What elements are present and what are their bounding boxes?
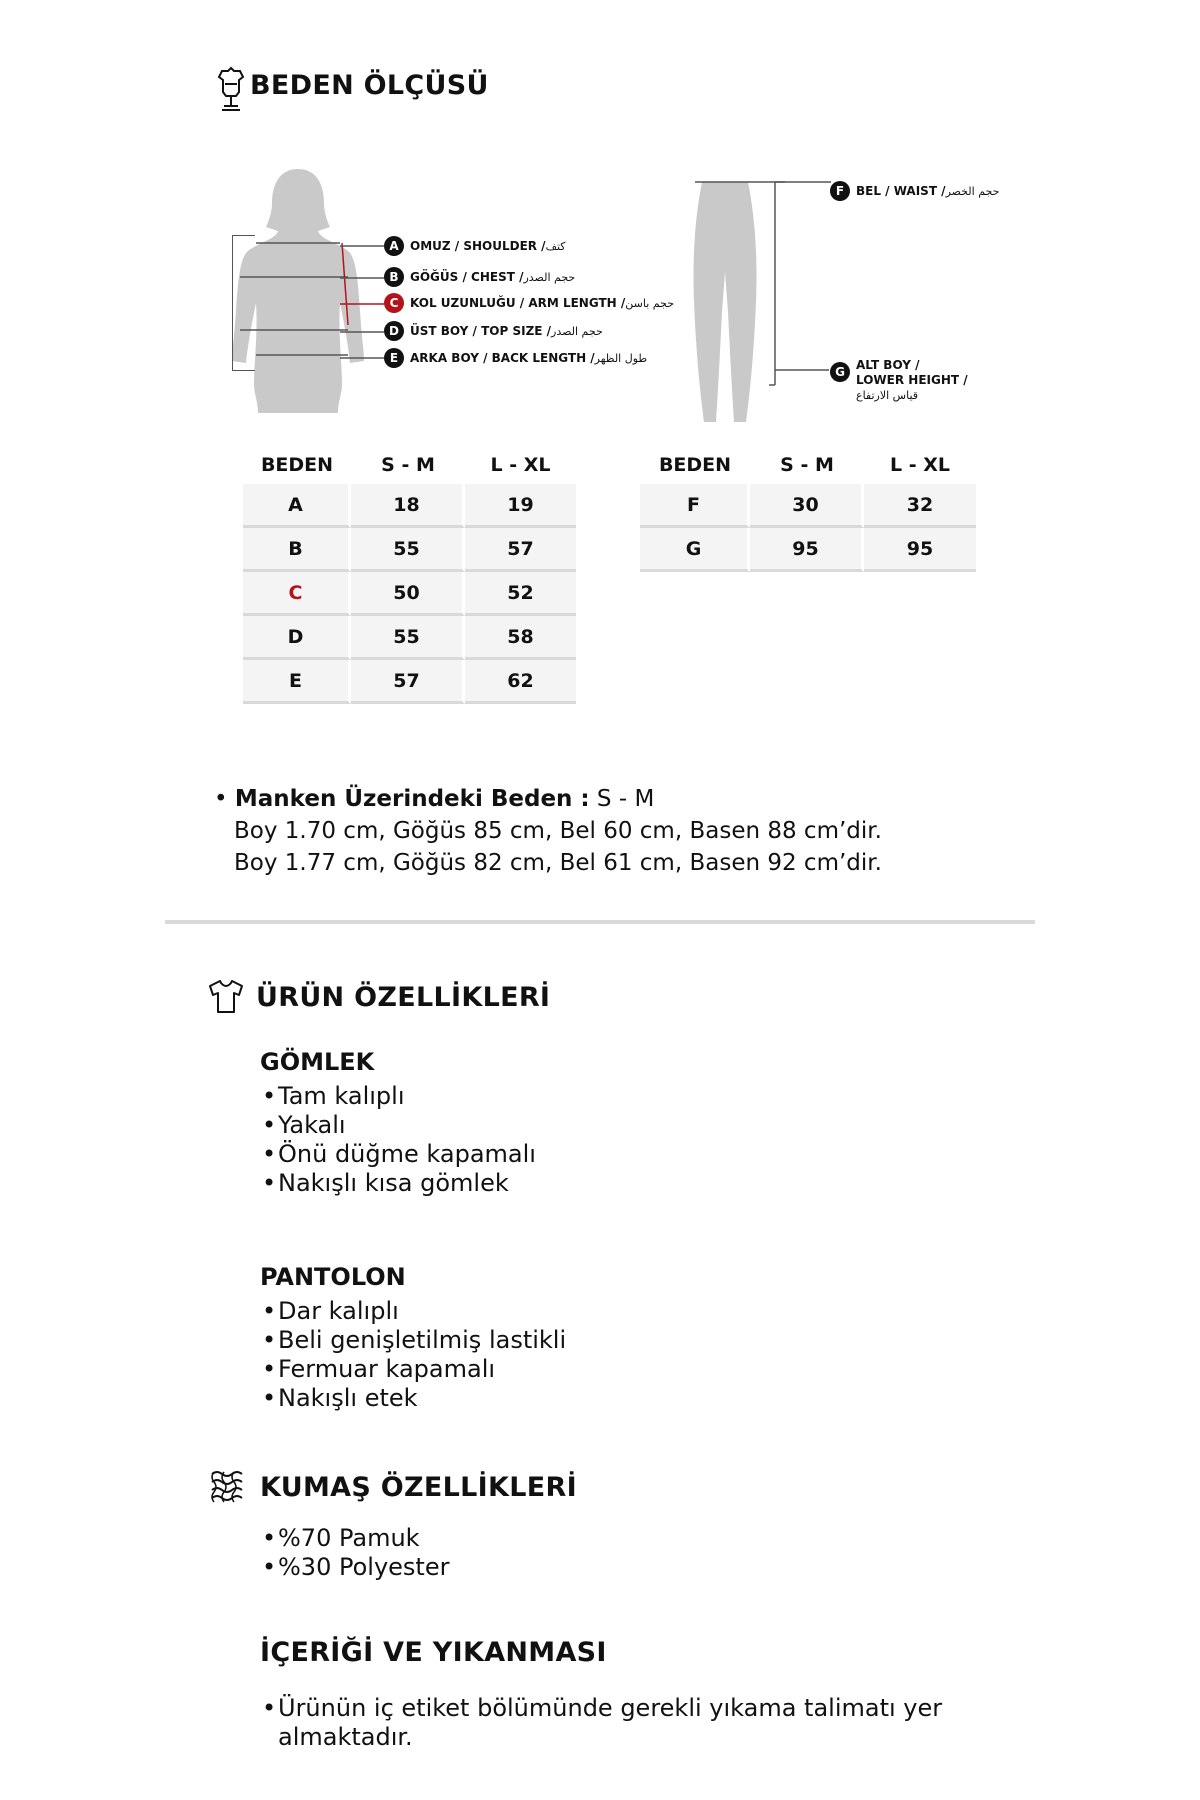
- pants-features: [262, 1297, 566, 1413]
- table-row: [243, 528, 576, 572]
- list-item-continued: almaktadır.: [278, 1723, 413, 1751]
- legend-text: ARKA BOY / BACK LENGTH /: [410, 351, 595, 365]
- table-header-row: [640, 446, 976, 484]
- table-cell: 50: [351, 572, 465, 616]
- legend-f: [830, 181, 999, 201]
- shirt-title: GÖMLEK: [260, 1048, 375, 1076]
- list-item: • Yakalı: [262, 1111, 536, 1140]
- top-bracket: [232, 235, 255, 371]
- model-size: S - M: [589, 786, 655, 812]
- table-header: BEDEN: [260, 454, 334, 476]
- legend-arabic: حجم الخصر: [945, 184, 1000, 198]
- list-item: • Önü düğme kapamalı: [262, 1140, 536, 1169]
- model-label: Manken Üzerindeki Beden :: [234, 786, 590, 812]
- legend-arabic: حجم باسن: [625, 296, 675, 310]
- table-cell: A: [243, 484, 351, 528]
- list-item: • Tam kalıplı: [262, 1082, 536, 1111]
- table-cell: F: [640, 484, 750, 528]
- size-section-title: BEDEN ÖLÇÜSÜ: [250, 70, 489, 101]
- table-header: BEDEN: [658, 454, 732, 476]
- tshirt-icon: [208, 978, 244, 1014]
- model-info-heading: [214, 786, 654, 812]
- legend-text: ÜST BOY / TOP SIZE /: [410, 324, 552, 338]
- table-cell: G: [640, 528, 750, 572]
- legend-arabic: حجم الصدر: [523, 270, 576, 284]
- section-divider: [165, 920, 1035, 924]
- legend-letter: C: [384, 293, 404, 313]
- legend-e: [384, 348, 647, 368]
- top-size-table: [243, 446, 576, 704]
- legend-arabic: كتف: [545, 239, 566, 253]
- legend-text: ALT BOY /: [856, 358, 920, 372]
- table-header-row: [243, 446, 576, 484]
- legend-text: BEL / WAIST /: [856, 184, 946, 198]
- list-item: • Fermuar kapamalı: [262, 1355, 566, 1384]
- care-section-title: İÇERİĞİ VE YIKANMASI: [260, 1637, 607, 1668]
- legend-arabic: طول الظهر: [594, 351, 648, 365]
- legend-c: [384, 293, 674, 313]
- table-row: [243, 572, 576, 616]
- legend-text: KOL UZUNLUĞU / ARM LENGTH /: [410, 296, 626, 310]
- legend-arabic: حجم الصدر: [551, 324, 603, 338]
- list-item: • Dar kalıplı: [262, 1297, 566, 1326]
- list-item: • Nakışlı kısa gömlek: [262, 1169, 536, 1198]
- table-cell: B: [243, 528, 351, 572]
- table-cell: 57: [351, 660, 465, 704]
- shirt-features: [262, 1082, 536, 1198]
- fabric-section-title: KUMAŞ ÖZELLİKLERİ: [260, 1472, 577, 1503]
- list-item: • Beli genişletilmiş lastikli: [262, 1326, 566, 1355]
- legend-letter: D: [384, 321, 404, 341]
- legend-letter: A: [384, 236, 404, 256]
- legend-arabic: قياس الارتفاع: [856, 389, 919, 402]
- care-list: [262, 1694, 942, 1752]
- table-row: [640, 484, 976, 528]
- table-cell: 19: [465, 484, 576, 528]
- fabric-list: [262, 1524, 449, 1582]
- table-cell: C: [243, 572, 351, 616]
- pants-connectors: [695, 180, 835, 390]
- table-cell: 95: [750, 528, 864, 572]
- table-cell: 55: [351, 616, 465, 660]
- list-item: • Ürünün iç etiket bölümünde gerekli yıkama talimatı yer: [262, 1694, 942, 1723]
- table-row: [243, 484, 576, 528]
- pants-size-table: [640, 446, 976, 572]
- table-row: [640, 528, 976, 572]
- legend-letter: E: [384, 348, 404, 368]
- product-section-title: ÜRÜN ÖZELLİKLERİ: [256, 982, 551, 1013]
- table-cell: E: [243, 660, 351, 704]
- table-header: L - XL: [890, 454, 950, 476]
- table-cell: 52: [465, 572, 576, 616]
- legend-letter: F: [830, 181, 850, 201]
- pants-title: PANTOLON: [260, 1263, 406, 1291]
- table-cell: 30: [750, 484, 864, 528]
- table-cell: D: [243, 616, 351, 660]
- table-cell: 58: [465, 616, 576, 660]
- table-cell: 32: [864, 484, 976, 528]
- legend-d: [384, 321, 603, 341]
- legend-text: OMUZ / SHOULDER /: [410, 239, 546, 253]
- mannequin-icon: [216, 66, 246, 112]
- model-info-line: Boy 1.70 cm, Göğüs 85 cm, Bel 60 cm, Basen 88 cm’dir.: [234, 818, 882, 844]
- legend-text: LOWER HEIGHT /: [856, 373, 968, 387]
- legend-letter: B: [384, 267, 404, 287]
- list-item: • %70 Pamuk: [262, 1524, 449, 1553]
- table-header: L - XL: [490, 454, 551, 476]
- table-cell: 18: [351, 484, 465, 528]
- legend-b: [384, 267, 575, 287]
- fabric-icon: [208, 1468, 246, 1506]
- legend-a: [384, 236, 566, 256]
- list-item: • Nakışlı etek: [262, 1384, 566, 1413]
- table-cell: 95: [864, 528, 976, 572]
- table-cell: 62: [465, 660, 576, 704]
- table-header: S - M: [381, 454, 435, 476]
- table-cell: 55: [351, 528, 465, 572]
- list-item: • %30 Polyester: [262, 1553, 449, 1582]
- top-connectors: [340, 240, 390, 370]
- bullet: •: [214, 786, 235, 812]
- table-row: [243, 660, 576, 704]
- table-header: S - M: [780, 454, 834, 476]
- table-row: [243, 616, 576, 660]
- model-info-line: Boy 1.77 cm, Göğüs 82 cm, Bel 61 cm, Basen 92 cm’dir.: [234, 850, 882, 876]
- legend-letter: G: [830, 362, 850, 382]
- table-cell: 57: [465, 528, 576, 572]
- legend-text: GÖĞÜS / CHEST /: [410, 270, 524, 284]
